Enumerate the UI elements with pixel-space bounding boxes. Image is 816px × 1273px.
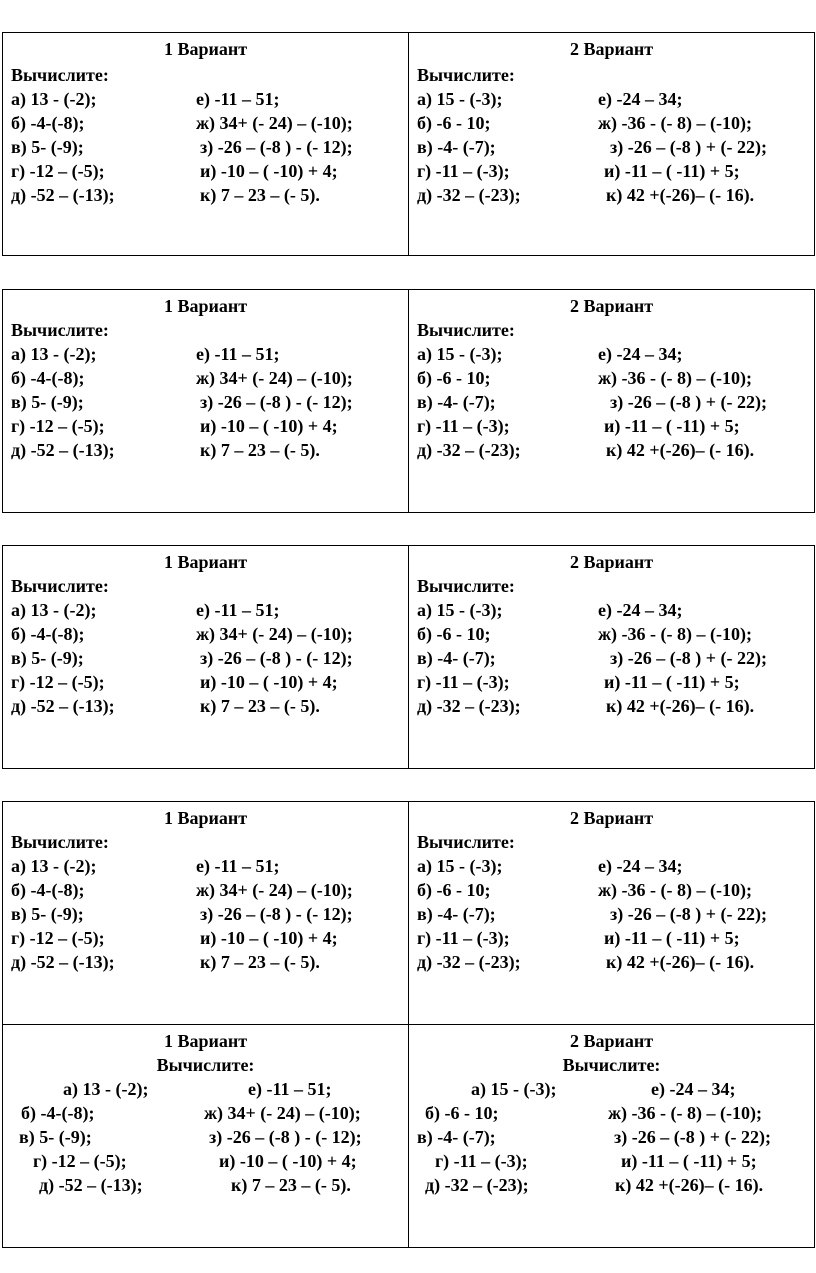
task-k: к) 42 +(-26)– (- 16). xyxy=(606,185,755,205)
card-variant-2-centered xyxy=(409,1025,815,1248)
task-z: з) -26 – (-8 ) - (- 12); xyxy=(200,904,353,924)
task-i: и) -11 – ( -11) + 5; xyxy=(604,416,740,436)
task-k: к) 7 – 23 – (- 5). xyxy=(231,1175,351,1195)
task-z: з) -26 – (-8 ) - (- 12); xyxy=(200,648,353,668)
task-z: з) -26 – (-8 ) - (- 12); xyxy=(200,392,353,412)
task-a: а) 15 - (-3); xyxy=(417,600,503,620)
task-z: з) -26 – (-8 ) + (- 22); xyxy=(610,137,767,157)
worksheet-table-2 xyxy=(2,289,815,513)
worksheet-table-4 xyxy=(2,801,815,1248)
task-b: б) -4-(-8); xyxy=(11,368,85,388)
task-g: г) -11 – (-3); xyxy=(417,672,510,692)
task-d: д) -52 – (-13); xyxy=(11,952,115,972)
task-v: в) -4- (-7); xyxy=(417,392,496,412)
card-content xyxy=(3,33,408,255)
task-i: и) -11 – ( -11) + 5; xyxy=(604,672,740,692)
task-a: а) 13 - (-2); xyxy=(11,89,97,109)
task-v: в) 5- (-9); xyxy=(11,648,84,668)
task-b: б) -6 - 10; xyxy=(425,1103,499,1123)
task-e: е) -24 – 34; xyxy=(598,344,683,364)
instruction: Вычислите: xyxy=(156,1055,255,1075)
task-b: б) -6 - 10; xyxy=(417,880,491,900)
card-content xyxy=(409,546,814,768)
task-z: з) -26 – (-8 ) + (- 22); xyxy=(614,1127,771,1147)
task-zh: ж) -36 - (- 8) – (-10); xyxy=(598,880,752,900)
card-variant-2 xyxy=(409,33,815,256)
variant-title: 2 Вариант xyxy=(569,39,654,59)
card-content xyxy=(3,802,408,1024)
task-a: а) 13 - (-2); xyxy=(11,600,97,620)
task-b: б) -6 - 10; xyxy=(417,113,491,133)
task-zh: ж) 34+ (- 24) – (-10); xyxy=(196,880,353,900)
task-zh: ж) 34+ (- 24) – (-10); xyxy=(196,624,353,644)
task-a: а) 15 - (-3); xyxy=(471,1079,557,1099)
task-k: к) 42 +(-26)– (- 16). xyxy=(606,696,755,716)
task-i: и) -10 – ( -10) + 4; xyxy=(219,1151,357,1171)
task-a: а) 13 - (-2); xyxy=(11,856,97,876)
instruction: Вычислите: xyxy=(11,832,109,852)
task-v: в) 5- (-9); xyxy=(19,1127,92,1147)
variant-title: 1 Вариант xyxy=(163,296,248,316)
card-content xyxy=(3,1025,408,1247)
task-zh: ж) 34+ (- 24) – (-10); xyxy=(196,113,353,133)
instruction: Вычислите: xyxy=(417,65,515,85)
instruction: Вычислите: xyxy=(417,576,515,596)
task-d: д) -32 – (-23); xyxy=(417,696,521,716)
task-g: г) -11 – (-3); xyxy=(417,928,510,948)
task-v: в) -4- (-7); xyxy=(417,648,496,668)
worksheet-table-1 xyxy=(2,32,815,256)
task-v: в) -4- (-7); xyxy=(417,1127,496,1147)
task-z: з) -26 – (-8 ) - (- 12); xyxy=(200,137,353,157)
task-g: г) -12 – (-5); xyxy=(11,928,105,948)
task-zh: ж) 34+ (- 24) – (-10); xyxy=(196,368,353,388)
task-z: з) -26 – (-8 ) - (- 12); xyxy=(209,1127,362,1147)
task-zh: ж) -36 - (- 8) – (-10); xyxy=(598,368,752,388)
task-a: а) 15 - (-3); xyxy=(417,89,503,109)
variant-title: 1 Вариант xyxy=(163,552,248,572)
instruction: Вычислите: xyxy=(11,320,109,340)
task-z: з) -26 – (-8 ) + (- 22); xyxy=(610,904,767,924)
task-i: и) -10 – ( -10) + 4; xyxy=(200,416,338,436)
card-content xyxy=(409,1025,814,1247)
variant-title: 2 Вариант xyxy=(569,1031,654,1051)
task-e: е) -11 – 51; xyxy=(196,856,280,876)
task-e: е) -11 – 51; xyxy=(196,89,280,109)
task-e: е) -24 – 34; xyxy=(651,1079,736,1099)
task-i: и) -10 – ( -10) + 4; xyxy=(200,928,338,948)
task-b: б) -4-(-8); xyxy=(11,113,85,133)
task-i: и) -10 – ( -10) + 4; xyxy=(200,161,338,181)
instruction: Вычислите: xyxy=(11,65,109,85)
task-d: д) -32 – (-23); xyxy=(425,1175,529,1195)
variant-title: 2 Вариант xyxy=(569,552,654,572)
task-g: г) -11 – (-3); xyxy=(417,161,510,181)
task-zh: ж) -36 - (- 8) – (-10); xyxy=(598,113,752,133)
task-v: в) 5- (-9); xyxy=(11,392,84,412)
instruction: Вычислите: xyxy=(562,1055,661,1075)
task-a: а) 13 - (-2); xyxy=(63,1079,149,1099)
card-variant-2 xyxy=(409,802,815,1025)
task-g: г) -11 – (-3); xyxy=(417,416,510,436)
task-z: з) -26 – (-8 ) + (- 22); xyxy=(610,648,767,668)
task-z: з) -26 – (-8 ) + (- 22); xyxy=(610,392,767,412)
task-g: г) -12 – (-5); xyxy=(11,416,105,436)
card-variant-1-centered xyxy=(3,1025,409,1248)
task-e: е) -24 – 34; xyxy=(598,856,683,876)
task-b: б) -4-(-8); xyxy=(11,880,85,900)
task-b: б) -4-(-8); xyxy=(11,624,85,644)
task-e: е) -11 – 51; xyxy=(196,344,280,364)
task-b: б) -4-(-8); xyxy=(21,1103,95,1123)
task-k: к) 7 – 23 – (- 5). xyxy=(200,440,320,460)
variant-title: 2 Вариант xyxy=(569,808,654,828)
task-k: к) 42 +(-26)– (- 16). xyxy=(606,440,755,460)
task-i: и) -11 – ( -11) + 5; xyxy=(604,928,740,948)
task-v: в) 5- (-9); xyxy=(11,904,84,924)
task-zh: ж) -36 - (- 8) – (-10); xyxy=(598,624,752,644)
task-k: к) 7 – 23 – (- 5). xyxy=(200,185,320,205)
task-d: д) -52 – (-13); xyxy=(11,440,115,460)
variant-title: 1 Вариант xyxy=(163,1031,248,1051)
task-v: в) -4- (-7); xyxy=(417,904,496,924)
task-i: и) -10 – ( -10) + 4; xyxy=(200,672,338,692)
task-d: д) -52 – (-13); xyxy=(39,1175,143,1195)
task-b: б) -6 - 10; xyxy=(417,368,491,388)
card-content xyxy=(409,802,814,1024)
instruction: Вычислите: xyxy=(417,320,515,340)
task-v: в) 5- (-9); xyxy=(11,137,84,157)
task-a: а) 13 - (-2); xyxy=(11,344,97,364)
task-k: к) 7 – 23 – (- 5). xyxy=(200,952,320,972)
task-zh: ж) 34+ (- 24) – (-10); xyxy=(204,1103,361,1123)
task-a: а) 15 - (-3); xyxy=(417,856,503,876)
task-d: д) -32 – (-23); xyxy=(417,440,521,460)
task-d: д) -32 – (-23); xyxy=(417,185,521,205)
task-i: и) -11 – ( -11) + 5; xyxy=(621,1151,757,1171)
task-g: г) -12 – (-5); xyxy=(11,672,105,692)
variant-title: 2 Вариант xyxy=(569,296,654,316)
instruction: Вычислите: xyxy=(417,832,515,852)
variant-title: 1 Вариант xyxy=(163,39,248,59)
task-g: г) -12 – (-5); xyxy=(11,161,105,181)
task-g: г) -11 – (-3); xyxy=(435,1151,528,1171)
task-v: в) -4- (-7); xyxy=(417,137,496,157)
task-k: к) 42 +(-26)– (- 16). xyxy=(615,1175,764,1195)
task-k: к) 7 – 23 – (- 5). xyxy=(200,696,320,716)
worksheet-table-3 xyxy=(2,545,815,769)
card-content xyxy=(409,290,814,512)
variant-title: 1 Вариант xyxy=(163,808,248,828)
card-variant-1 xyxy=(3,546,409,769)
task-e: е) -11 – 51; xyxy=(248,1079,332,1099)
task-zh: ж) -36 - (- 8) – (-10); xyxy=(608,1103,762,1123)
card-variant-1 xyxy=(3,290,409,513)
card-content xyxy=(3,546,408,768)
task-d: д) -32 – (-23); xyxy=(417,952,521,972)
card-variant-1 xyxy=(3,33,409,256)
task-e: е) -24 – 34; xyxy=(598,600,683,620)
instruction: Вычислите: xyxy=(11,576,109,596)
task-d: д) -52 – (-13); xyxy=(11,696,115,716)
task-b: б) -6 - 10; xyxy=(417,624,491,644)
task-e: е) -24 – 34; xyxy=(598,89,683,109)
task-i: и) -11 – ( -11) + 5; xyxy=(604,161,740,181)
task-k: к) 42 +(-26)– (- 16). xyxy=(606,952,755,972)
task-g: г) -12 – (-5); xyxy=(33,1151,127,1171)
card-variant-2 xyxy=(409,290,815,513)
card-variant-2 xyxy=(409,546,815,769)
task-e: е) -11 – 51; xyxy=(196,600,280,620)
card-content xyxy=(409,33,814,255)
task-a: а) 15 - (-3); xyxy=(417,344,503,364)
task-d: д) -52 – (-13); xyxy=(11,185,115,205)
card-variant-1 xyxy=(3,802,409,1025)
card-content xyxy=(3,290,408,512)
